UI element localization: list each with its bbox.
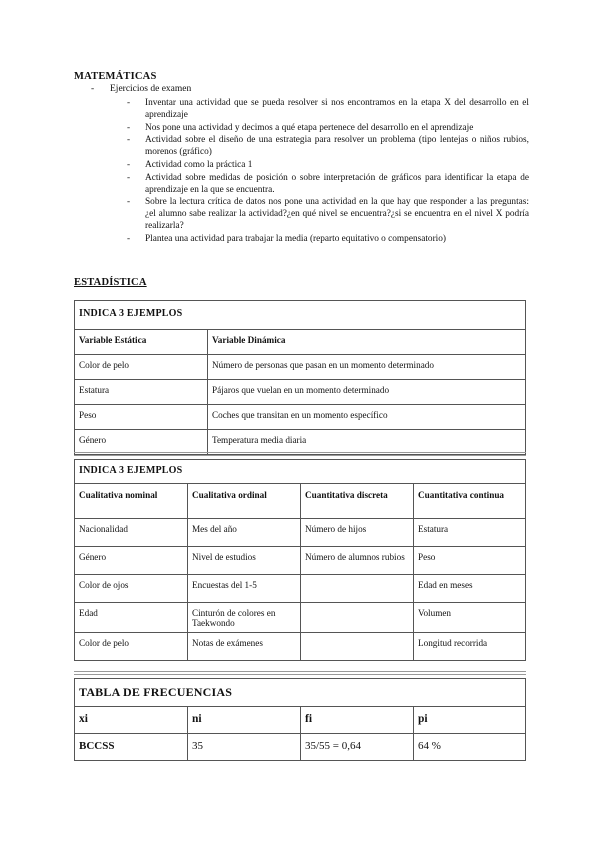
statistics-heading: ESTADÍSTICA xyxy=(74,277,147,288)
exercise-list xyxy=(127,98,529,247)
column-header: fi xyxy=(301,707,414,734)
list-item: - Inventar una actividad que se pueda resolver si nos encontramos en la etapa X del desarrollo en el aprendizaje xyxy=(127,98,529,122)
table-row xyxy=(75,547,526,575)
table-cell: Longitud recorrida xyxy=(414,633,526,661)
divider xyxy=(74,674,526,675)
table-cell xyxy=(301,603,414,633)
table-cell: Notas de exámenes xyxy=(188,633,301,661)
column-header: Variable Estática xyxy=(75,330,208,355)
column-header: xi xyxy=(75,707,188,734)
table-cell: Coches que transitan en un momento específico xyxy=(208,405,526,430)
table-cell: Mes del año xyxy=(188,519,301,547)
table-cell: Nacionalidad xyxy=(75,519,188,547)
table-title: INDICA 3 EJEMPLOS xyxy=(75,460,526,484)
math-heading: MATEMÁTICAS xyxy=(74,71,157,82)
divider xyxy=(74,455,526,456)
table-title: TABLA DE FRECUENCIAS xyxy=(75,679,526,707)
table-cell: Género xyxy=(75,430,208,455)
table-cell: 64 % xyxy=(414,734,526,761)
divider xyxy=(74,671,526,672)
table-row xyxy=(75,430,526,455)
table-row xyxy=(75,734,526,761)
variable-types-table xyxy=(74,459,526,661)
table-row xyxy=(75,603,526,633)
table-cell: Número de hijos xyxy=(301,519,414,547)
table-cell xyxy=(301,575,414,603)
list-item: - Actividad sobre el diseño de una estrategia para resolver un problema (tipo lentejas o niños rubios, morenos (gráfico) xyxy=(127,135,529,159)
column-header: Cuantitativa discreta xyxy=(301,484,414,519)
column-header: Variable Dinámica xyxy=(208,330,526,355)
table-row xyxy=(75,633,526,661)
list-item: - Sobre la lectura crítica de datos nos pone una actividad en la que hay que responder a las preguntas: ¿el alumno sabe realizar la actividad?¿en qué nivel se encuentra?¿si se encuentra en el nivel X podría realizarla? xyxy=(127,197,529,232)
table-cell: Color de pelo xyxy=(75,355,208,380)
table-cell: Estatura xyxy=(414,519,526,547)
table-title: INDICA 3 EJEMPLOS xyxy=(75,301,526,330)
column-header: Cualitativa ordinal xyxy=(188,484,301,519)
list-item: - Plantea una actividad para trabajar la media (reparto equitativo o compensatorio) xyxy=(127,234,529,246)
table-cell: Temperatura media diaria xyxy=(208,430,526,455)
table-cell: Pájaros que vuelan en un momento determinado xyxy=(208,380,526,405)
table-cell: 35/55 = 0,64 xyxy=(301,734,414,761)
list-item: - Nos pone una actividad y decimos a qué etapa pertenece del desarrollo en el aprendizaje xyxy=(127,123,529,135)
table-cell: Nivel de estudios xyxy=(188,547,301,575)
table-cell: BCCSS xyxy=(75,734,188,761)
list-item: - Actividad sobre medidas de posición o sobre interpretación de gráficos para identificar la etapa de aprendizaje en la que se encuentra. xyxy=(127,173,529,197)
frequency-table xyxy=(74,678,526,761)
table-cell: Género xyxy=(75,547,188,575)
table-cell xyxy=(301,633,414,661)
table-row xyxy=(75,575,526,603)
table-cell: Edad xyxy=(75,603,188,633)
column-header: ni xyxy=(188,707,301,734)
table-cell: Color de pelo xyxy=(75,633,188,661)
column-header: Cualitativa nominal xyxy=(75,484,188,519)
sub-bullet: - xyxy=(91,84,95,94)
table-cell: Peso xyxy=(75,405,208,430)
table-cell: Color de ojos xyxy=(75,575,188,603)
static-dynamic-table xyxy=(74,300,526,455)
column-header: Cuantitativa continua xyxy=(414,484,526,519)
table-row xyxy=(75,405,526,430)
table-cell: Número de personas que pasan en un momento determinado xyxy=(208,355,526,380)
table-cell: Número de alumnos rubios xyxy=(301,547,414,575)
table-cell: Cinturón de colores en Taekwondo xyxy=(188,603,301,633)
column-header: pi xyxy=(414,707,526,734)
table-cell: Encuestas del 1-5 xyxy=(188,575,301,603)
exam-exercises-text: Ejercicios de examen xyxy=(110,84,192,94)
table-cell: Edad en meses xyxy=(414,575,526,603)
list-item: - Actividad como la práctica 1 xyxy=(127,160,529,172)
table-row xyxy=(75,355,526,380)
table-row xyxy=(75,519,526,547)
table-cell: Estatura xyxy=(75,380,208,405)
table-cell: 35 xyxy=(188,734,301,761)
table-row xyxy=(75,380,526,405)
exam-exercises-label xyxy=(91,84,191,94)
table-cell: Volumen xyxy=(414,603,526,633)
table-cell: Peso xyxy=(414,547,526,575)
divider xyxy=(74,452,526,453)
